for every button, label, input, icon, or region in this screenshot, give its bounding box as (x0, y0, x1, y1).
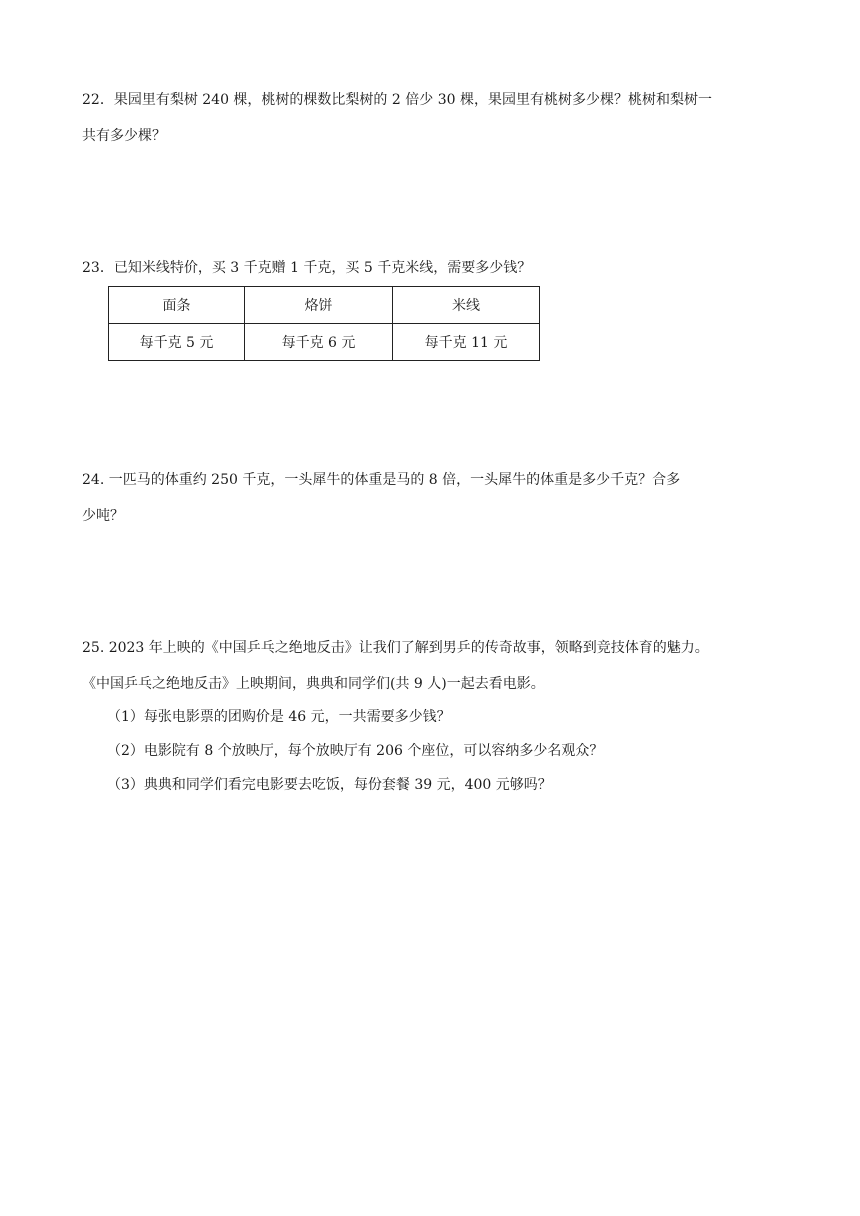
q25-sub3: （3）典典和同学们看完电影要去吃饭，每份套餐 39 元，400 元够吗？ (107, 777, 552, 793)
q25-line1: 25. 2023 年上映的《中国乒乓之绝地反击》让我们了解到男乒的传奇故事，领略到竞技体育的魅力。 (82, 640, 709, 656)
q24-line2: 少吨？ (82, 508, 124, 524)
table-header-cell: 面条 (109, 287, 245, 324)
table-row (109, 287, 540, 324)
table-cell: 每千克 6 元 (245, 324, 393, 361)
q22-line1: 22．果园里有梨树 240 棵，桃树的棵数比梨树的 2 倍少 30 棵，果园里有桃树多少棵？桃树和梨树一 (82, 92, 712, 108)
table-row (109, 324, 540, 361)
q24-line1: 24. 一匹马的体重约 250 千克，一头犀牛的体重是马的 8 倍，一头犀牛的体重是多少千克？合多 (82, 472, 681, 488)
table-cell: 每千克 11 元 (393, 324, 540, 361)
q22-line2: 共有多少棵？ (82, 128, 166, 144)
table-header-cell: 烙饼 (245, 287, 393, 324)
table-header-cell: 米线 (393, 287, 540, 324)
q25-sub1: （1）每张电影票的团购价是 46 元，一共需要多少钱？ (107, 709, 451, 725)
price-table (108, 286, 540, 361)
table-cell: 每千克 5 元 (109, 324, 245, 361)
q23-text: 23．已知米线特价，买 3 千克赠 1 千克，买 5 千克米线，需要多少钱？ (82, 260, 532, 276)
q25-sub2: （2）电影院有 8 个放映厅，每个放映厅有 206 个座位，可以容纳多少名观众？ (107, 743, 604, 759)
q25-line2: 《中国乒乓之绝地反击》上映期间，典典和同学们(共 9 人)一起去看电影。 (82, 676, 545, 692)
